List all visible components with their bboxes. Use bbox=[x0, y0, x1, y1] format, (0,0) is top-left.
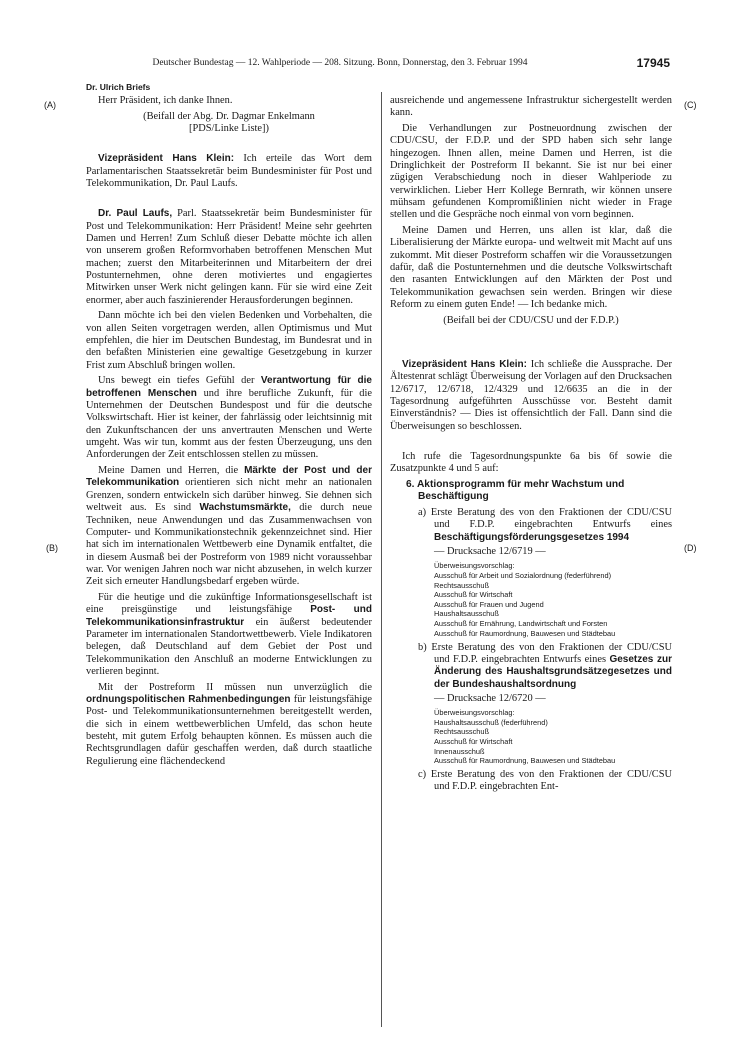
drucksache-6b: — Drucksache 12/6720 — bbox=[434, 692, 546, 704]
speech-paragraph: Vizepräsident Hans Klein: Ich schließe die Aussprache. Der Ältestenrat schlägt Überweisung der Vorlagen auf den Drucksachen 12/6717, 12/6718, 12/4329 und 12/6635 an die in der Tagesordnung aufgeführten Ausschüsse vor. Besteht damit Einverständnis? — Dies ist offensichtlich der Fall. Dann sind die Überweisungen so beschlossen. bbox=[390, 359, 672, 432]
paragraph: Für die heutige und die zukünftige Informationsgesellschaft ist eine preisgünstige und leistungsfähige Post- und Telekommunikationsinfrastruktur ein äußerst bedeutender Parameter im internationalen Standortwettbewerb. Viele Indikatoren belegen, daß Deutschland auf dem Gebiet der Post und Telekommunikation den Anschluß an moderne Entwicklungen zu verlieren beginnt. bbox=[86, 591, 372, 677]
speech-paragraph: Vizepräsident Hans Klein: Ich erteile das Wort dem Parlamentarischen Staatssekretär beim Bundesminister für Post und Telekommunikation, Dr. Paul Laufs. bbox=[86, 153, 372, 190]
list-item: Ausschuß für Arbeit und Sozialordnung (federführend) bbox=[434, 571, 612, 581]
interjection-line: (Beifall der Abg. Dr. Dagmar Enkelmann bbox=[143, 110, 315, 122]
list-item: Rechtsausschuß bbox=[434, 580, 490, 590]
left-column bbox=[86, 95, 372, 768]
list-item: Ausschuß für Raumordnung, Bauwesen und Städtebau bbox=[434, 756, 616, 766]
page-number: 17945 bbox=[636, 56, 670, 70]
paragraph: Herr Präsident, ich danke Ihnen. bbox=[98, 95, 233, 106]
paragraph: Meine Damen und Herren, die Märkte der Post und der Telekommunikation orientieren sich nicht mehr an nationalen Grenzen, sondern entwickeln sich darüber hinweg. Sie dehnen sich weltweit aus. Es sind Wachstumsmärkte, die durch neue Techniken, neue Anwendungen und das Zusammenwachsen von Computer- und Kommunikationstechnik gekennzeichnet sind. Hier hat sich im internationalen Wettbewerb eine Dynamik entfaltet, die in diesem Ausmaß bei der Postreform von 1989 nicht voraussehbar war. Vor wenigen Jahren noch war nicht abzusehen, in welch kurzer Zeit sich erneuter Handlungsbedarf ergeben würde. bbox=[86, 465, 372, 588]
paragraph: Mit der Postreform II müssen nun unverzüglich die ordnungspolitischen Rahmenbedingungen für leistungsfähige Post- und Telekommunikationsunternehmen bereitgestellt werden, die sich in einem wettbewerblichen Umfeld, das schon heute besteht, mit gutem Erfolg behaupten können. Es müssen auch die Rechtsgrundlagen dafür geschaffen werden, daß durch staatliche Regulierung eine flächendeckend bbox=[86, 681, 373, 767]
right-column bbox=[390, 95, 672, 794]
column-divider bbox=[381, 92, 382, 1027]
header-text: Deutscher Bundestag — 12. Wahlperiode — 208. Sitzung. Bonn, Donnerstag, den 3. Februar 1994 bbox=[152, 58, 528, 68]
speaker-name: Vizepräsident Hans Klein: bbox=[98, 153, 235, 165]
list-item: Ausschuß für Frauen und Jugend bbox=[434, 599, 544, 609]
list-item: Ausschuß für Wirtschaft bbox=[434, 737, 513, 747]
list-item: Rechtsausschuß bbox=[434, 727, 490, 737]
paragraph: Ich rufe die Tagesordnungspunkte 6a bis 6f sowie die Zusatzpunkte 4 und 5 auf: bbox=[390, 451, 672, 475]
margin-mark-b: (B) bbox=[46, 543, 58, 553]
list-item: Ausschuß für Raumordnung, Bauwesen und Städtebau bbox=[434, 628, 616, 638]
list-item: Haushaltsausschuß bbox=[434, 609, 499, 619]
agenda-item-6c: c) Erste Beratung des von den Fraktionen der CDU/CSU und F.D.P. eingebrachten Ent- bbox=[418, 769, 672, 793]
paragraph: ausreichende und angemessene Infrastruktur sichergestellt werden kann. bbox=[390, 95, 672, 119]
agenda-item-6a: a) Erste Beratung des von den Fraktionen der CDU/CSU und F.D.P. eingebrachten Entwurfs eines Beschäftigungsförderungsgesetzes 1994 bbox=[418, 507, 672, 543]
margin-mark-c: (C) bbox=[684, 100, 697, 110]
paragraph: Die Verhandlungen zur Postneuordnung zwischen der CDU/CSU, der F.D.P. und der SPD haben sich sehr lange hingezogen. Ihnen allen, meine Damen und Herren, ist die Dringlichkeit der Postreform II bekannt. Sie ist nur bei einer zügigen Verabschiedung noch in dieser Wahlperiode zu verwirklichen. Lieber Herr Kollege Bernrath, wir können unsere mühsam gefundenen Kompromißlinien nicht wieder in Frage stellen und die Gespräche noch einmal von vorn beginnen. bbox=[390, 122, 672, 221]
running-head: Dr. Ulrich Briefs bbox=[86, 82, 151, 92]
speaker-name: Dr. Paul Laufs, bbox=[98, 208, 173, 220]
page-header bbox=[80, 58, 670, 74]
margin-mark-a: (A) bbox=[44, 100, 56, 110]
agenda-item-6: 6. Aktionsprogramm für mehr Wachstum und Beschäftigung bbox=[406, 479, 625, 503]
drucksache-6a: — Drucksache 12/6719 — bbox=[434, 546, 546, 558]
interjection-line: (Beifall bei der CDU/CSU und der F.D.P.) bbox=[443, 314, 619, 326]
agenda-item-6b: b) Erste Beratung des von den Fraktionen der CDU/CSU und F.D.P. eingebrachten Entwurfs eines Gesetzes zur Änderung des Haushaltsgrundsätzegesetzes und der Bundeshaushaltsordnung bbox=[418, 641, 673, 690]
referral-list-6b: Überweisungsvorschlag: Haushaltsausschuß (federführend) Rechtsausschuß Ausschuß für Wirtschaft Innenausschuß Ausschuß für Raumordnung, Bauwesen und Städtebau bbox=[390, 708, 672, 766]
list-item: Ausschuß für Wirtschaft bbox=[434, 590, 513, 600]
speech-paragraph: Dr. Paul Laufs, Parl. Staatssekretär beim Bundesminister für Post und Telekommunikation: Herr Präsident! Meine sehr geehrten Damen und Herren! Zum Schluß dieser Debatte möchte ich allen von unserem großen Reformvorhaben betroffenen Menschen Mut machen; zuerst den Mitarbeiterinnen und Mitarbeitern der drei Postunternehmen, ohne deren motiviertes und engagiertes Mitwirken unser Werk nicht gelingen kann. Für sie wird eine Zeit enormer, aber auch faszinierender Herausforderungen beginnen. bbox=[86, 208, 372, 306]
paragraph: Meine Damen und Herren, uns allen ist klar, daß die Liberalisierung der Märkte europa- und weltweit mit Macht auf uns zukommt. Mit dieser Postreform schaffen wir die Voraussetzungen dafür, daß die Postunternehmen und die deutsche Volkswirtschaft den rasanten Entwicklungen auf den Märkten der Post und Telekommunikation gewachsen sein werden. Bringen wir diese Reform zu einem guten Ende! — Ich bedanke mich. bbox=[390, 225, 672, 311]
list-item: Haushaltsausschuß (federführend) bbox=[434, 717, 548, 727]
paragraph: Uns bewegt ein tiefes Gefühl der Verantwortung für die betroffenen Menschen und ihre berufliche Zukunft, für die Unternehmen der Deutschen Bundespost und für die deutsche Volkswirtschaft. Hier ist keiner, der fahrlässig oder leichtsinnig mit den Zukunftschancen der uns anvertrauten Menschen und Werte umgeht. Was wir tun, kommt aus der festen Überzeugung, uns den Anforderungen der Zeit entschlossen stellen zu müssen. bbox=[86, 375, 372, 461]
list-item: Ausschuß für Ernährung, Landwirtschaft und Forsten bbox=[434, 619, 608, 629]
paragraph: Dann möchte ich bei den vielen Bedenken und Vorbehalten, die von allen Seiten vorgetragen werden, allen Optimismus und Mut empfehlen, die hier im Deutschen Bundestag, im Bundesrat und in den befaßten Ministerien eine gewaltige Gesetzgebung in kurzer Frist zum Abschluß bringen wollen. bbox=[86, 310, 372, 371]
referral-list-6a: Überweisungsvorschlag: Ausschuß für Arbeit und Sozialordnung (federführend) Rechtsausschuß Ausschuß für Wirtschaft Ausschuß für Frauen und Jugend Haushaltsausschuß Ausschuß für Ernährung, Landwirtschaft und Forsten Ausschuß für Raumordnung, Bauwesen und Städtebau bbox=[390, 561, 672, 638]
list-item: Innenausschuß bbox=[434, 746, 485, 756]
interjection-line: [PDS/Linke Liste]) bbox=[189, 122, 269, 134]
margin-mark-d: (D) bbox=[684, 543, 697, 553]
speaker-name: Vizepräsident Hans Klein: bbox=[402, 359, 527, 371]
